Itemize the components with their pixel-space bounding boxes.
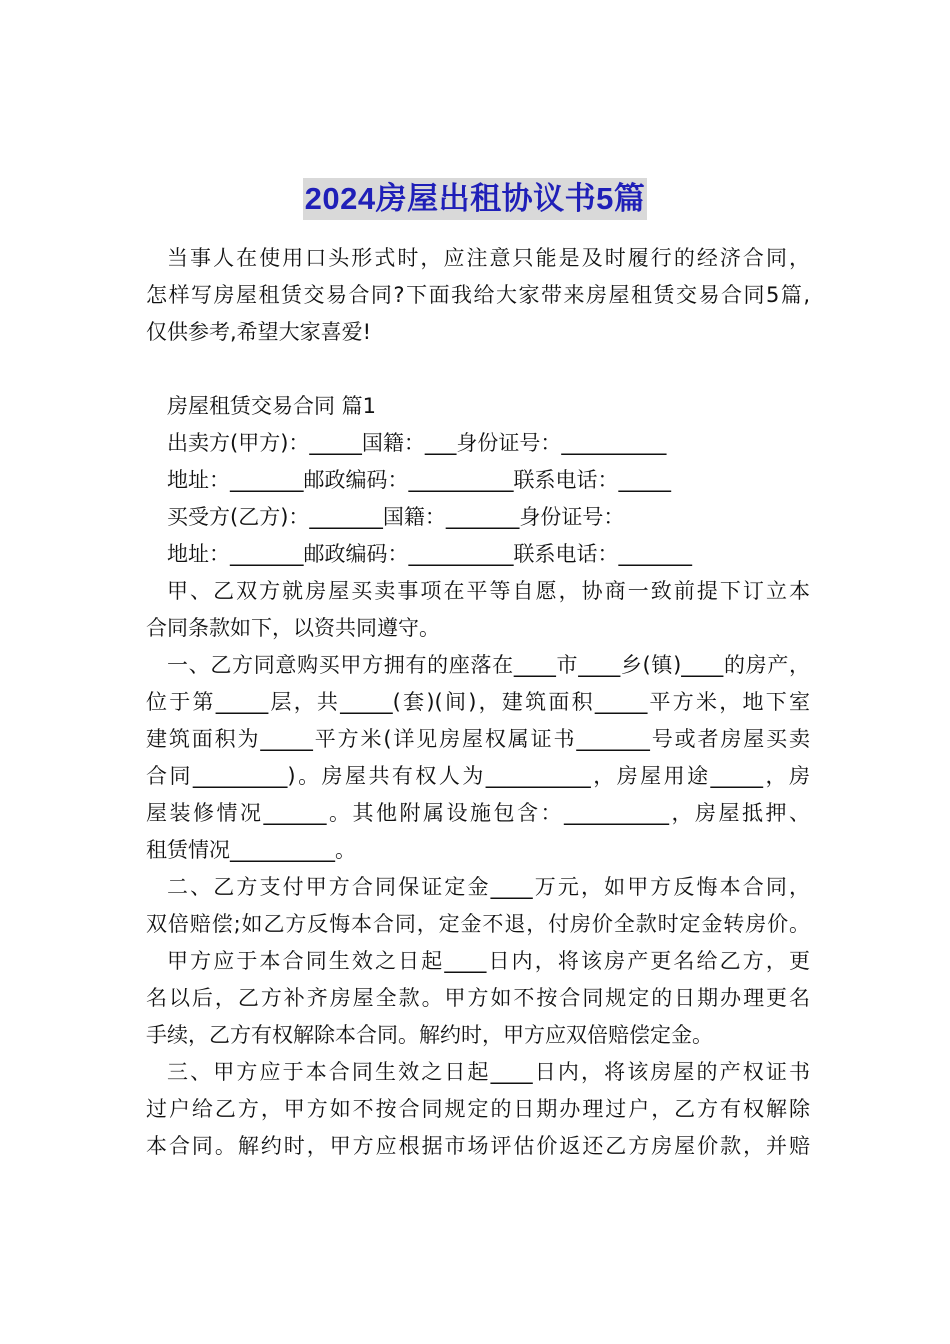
paragraph-line: 当事人在使用口头形式时，应注意只能是及时履行的经济合同， bbox=[167, 246, 810, 270]
paragraph-line: 建筑面积为_____平方米(详见房屋权属证书_______号或者房屋买卖 bbox=[146, 727, 810, 751]
paragraph-line: 位于第_____层，共_____(套)(间)，建筑面积_____平方米，地下室 bbox=[146, 690, 810, 714]
paragraph-line: 名以后，乙方补齐房屋全款。甲方如不按合同规定的日期办理更名 bbox=[146, 986, 810, 1010]
seller-address-line: 地址：_______邮政编码：__________联系电话：_____ bbox=[167, 468, 671, 492]
paragraph-line: 一、乙方同意购买甲方拥有的座落在____市____乡(镇)____的房产， bbox=[167, 653, 810, 677]
paragraph-line: 过户给乙方，甲方如不按合同规定的日期办理过户，乙方有权解除 bbox=[146, 1097, 810, 1121]
paragraph-line: 屋装修情况______。其他附属设施包含：__________，房屋抵押、 bbox=[146, 801, 810, 825]
paragraph-line: 双倍赔偿;如乙方反悔本合同，定金不退，付房价全款时定金转房价。 bbox=[146, 912, 810, 936]
paragraph-line: 合同条款如下，以资共同遵守。 bbox=[146, 616, 440, 640]
paragraph-line: 仅供参考,希望大家喜爱! bbox=[146, 320, 372, 344]
section-heading: 房屋租赁交易合同 篇1 bbox=[167, 394, 377, 418]
document-title: 2024房屋出租协议书5篇 bbox=[303, 178, 648, 220]
paragraph-line: 手续，乙方有权解除本合同。解约时，甲方应双倍赔偿定金。 bbox=[146, 1023, 713, 1047]
seller-line: 出卖方(甲方)：_____国籍：___身份证号：__________ bbox=[167, 431, 667, 455]
paragraph-line: 租赁情况__________。 bbox=[146, 838, 356, 862]
paragraph-line: 怎样写房屋租赁交易合同?下面我给大家带来房屋租赁交易合同5篇, bbox=[146, 283, 810, 307]
paragraph-line: 本合同。解约时，甲方应根据市场评估价返还乙方房屋价款，并赔 bbox=[146, 1134, 810, 1158]
blank-line bbox=[146, 351, 810, 388]
document-body bbox=[146, 240, 810, 1165]
paragraph-line: 甲方应于本合同生效之日起____日内，将该房产更名给乙方，更 bbox=[167, 949, 810, 973]
paragraph-line: 三、甲方应于本合同生效之日起____日内，将该房屋的产权证书 bbox=[167, 1060, 810, 1084]
buyer-address-line: 地址：_______邮政编码：__________联系电话：_______ bbox=[167, 542, 692, 566]
title-container bbox=[0, 178, 950, 220]
paragraph-line: 合同_________)。房屋共有权人为__________，房屋用途_____，房 bbox=[146, 764, 810, 788]
paragraph-line: 二、乙方支付甲方合同保证定金____万元，如甲方反悔本合同， bbox=[167, 875, 810, 899]
paragraph-line: 甲、乙双方就房屋买卖事项在平等自愿，协商一致前提下订立本 bbox=[167, 579, 810, 603]
buyer-line: 买受方(乙方)：_______国籍：_______身份证号： bbox=[167, 505, 625, 529]
